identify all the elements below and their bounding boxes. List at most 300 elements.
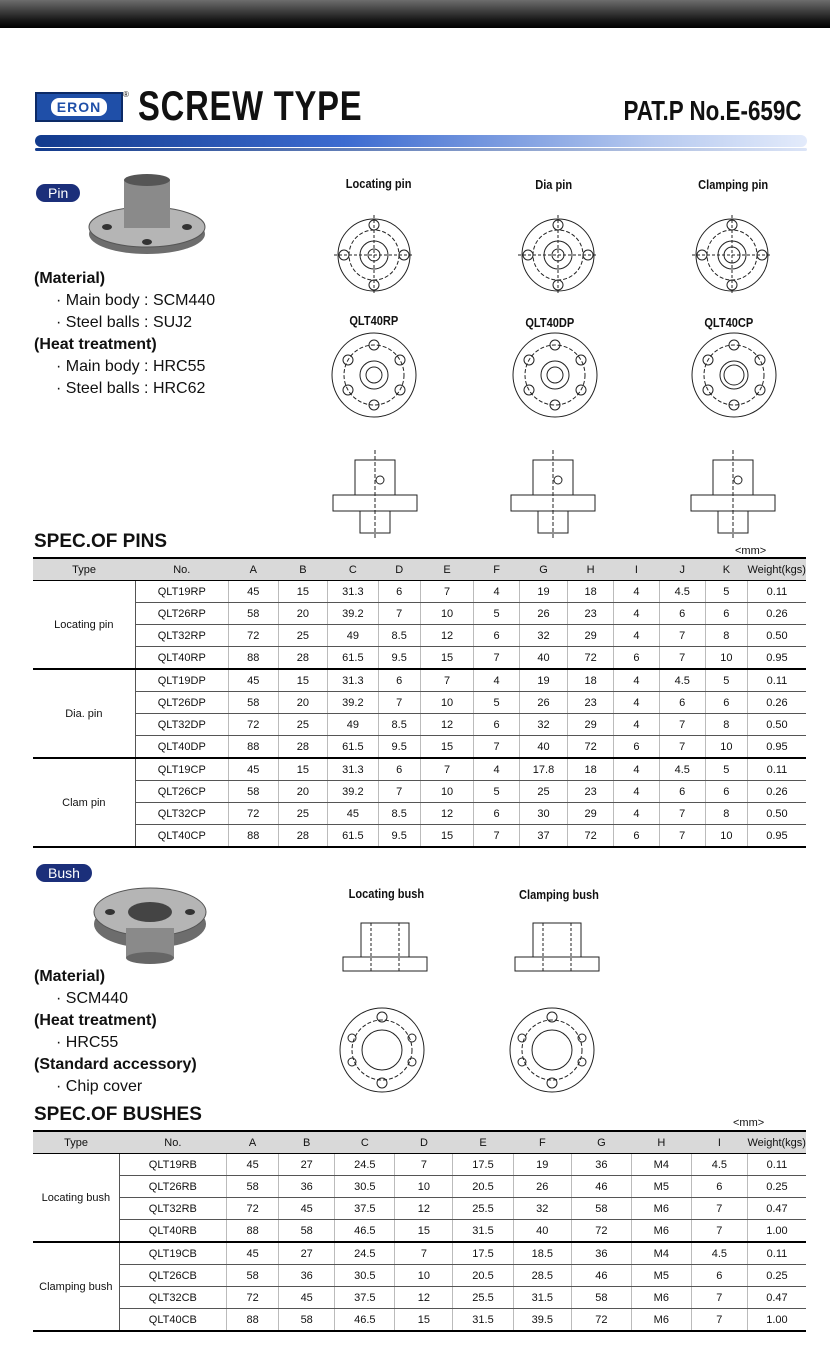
table-cell: 15 (420, 736, 473, 759)
table-cell: 0.95 (747, 825, 806, 848)
table-cell: 10 (395, 1265, 453, 1287)
table-cell: 45 (228, 581, 278, 603)
header-cell: Weight(kgs) (747, 1131, 806, 1154)
table-cell: 30.5 (335, 1176, 395, 1198)
table-cell: 72 (227, 1287, 279, 1309)
table-cell: 26 (519, 603, 567, 625)
header-cell: No. (119, 1131, 226, 1154)
bush-heat-1: · HRC55 (34, 1032, 197, 1054)
table-cell: 0.50 (747, 625, 806, 647)
table-cell: QLT32CP (135, 803, 228, 825)
table-cell: 58 (228, 781, 278, 803)
table-row (33, 1242, 806, 1265)
table-cell: 1.00 (747, 1309, 806, 1332)
table-cell: 28.5 (513, 1265, 571, 1287)
header-cell: G (571, 1131, 631, 1154)
table-cell: 8.5 (378, 714, 420, 736)
table-cell: 28 (278, 736, 328, 759)
table-cell: 7 (378, 603, 420, 625)
table-cell: 4 (614, 625, 660, 647)
table-cell: 88 (228, 647, 278, 670)
table-cell: 29 (568, 625, 614, 647)
table-cell: 72 (228, 803, 278, 825)
table-cell: 4 (474, 669, 520, 692)
table-cell: QLT26RP (135, 603, 228, 625)
table-cell: 4 (614, 603, 660, 625)
pins-spec-table (33, 557, 806, 848)
table-cell: 7 (378, 781, 420, 803)
table-cell: 32 (513, 1198, 571, 1220)
table-cell: 72 (568, 736, 614, 759)
pin-heat-2: · Steel balls : HRC62 (34, 378, 215, 400)
table-cell: 4 (614, 669, 660, 692)
header-cell: I (614, 558, 660, 581)
table-cell: 7 (474, 736, 520, 759)
eron-logo (35, 92, 123, 122)
table-cell: 31.5 (453, 1309, 513, 1332)
table-cell: 8.5 (378, 803, 420, 825)
table-row (33, 669, 806, 692)
table-cell: 7 (659, 647, 705, 670)
diagram-label-dia-pin: Dia pin (535, 177, 573, 192)
pin-properties (34, 268, 215, 400)
table-cell: 10 (705, 825, 747, 848)
table-cell: 6 (659, 603, 705, 625)
table-cell: 0.95 (747, 736, 806, 759)
table-cell: 72 (228, 625, 278, 647)
table-cell: 45 (279, 1287, 335, 1309)
header-cell: Weight(kgs) (747, 558, 806, 581)
pin-side-view-drawings (300, 440, 820, 540)
bush-tag: Bush (36, 864, 92, 882)
table-cell: QLT32CB (119, 1287, 226, 1309)
table-cell: 20 (278, 781, 328, 803)
table-cell: 45 (228, 669, 278, 692)
header-cell: A (227, 1131, 279, 1154)
table-cell: 4 (474, 581, 520, 603)
table-cell: 58 (227, 1176, 279, 1198)
table-cell: 6 (474, 714, 520, 736)
table-cell: 61.5 (328, 736, 378, 759)
table-cell: 9.5 (378, 825, 420, 848)
bush-material-1: · SCM440 (34, 988, 197, 1010)
table-cell: 58 (571, 1198, 631, 1220)
table-cell: 27 (279, 1242, 335, 1265)
table-cell: 72 (568, 825, 614, 848)
table-cell: 0.25 (747, 1176, 806, 1198)
table-cell: 26 (513, 1176, 571, 1198)
table-row (33, 758, 806, 781)
diagram-label-clamping-bush: Clamping bush (519, 887, 599, 902)
table-cell: 5 (705, 581, 747, 603)
table-cell: 49 (328, 714, 378, 736)
table-cell: 7 (474, 647, 520, 670)
table-cell: 6 (474, 803, 520, 825)
bushes-table-unit: <mm> (733, 1117, 765, 1129)
pin-heat-heading: (Heat treatment) (34, 336, 157, 353)
bush-drawings (330, 905, 630, 1100)
table-cell: QLT40CP (135, 825, 228, 848)
table-cell: 0.11 (747, 1154, 806, 1176)
bushes-table-title: SPEC.OF BUSHES (34, 1104, 202, 1125)
diagram-label-qlt40dp: QLT40DP (525, 315, 575, 330)
table-cell: 7 (659, 825, 705, 848)
table-cell: 9.5 (378, 736, 420, 759)
table-cell: 32 (519, 714, 567, 736)
table-row (33, 714, 806, 736)
table-cell: QLT19CB (119, 1242, 226, 1265)
table-cell: 58 (279, 1309, 335, 1332)
table-cell: 36 (279, 1176, 335, 1198)
table-cell: 0.47 (747, 1287, 806, 1309)
table-cell: 23 (568, 692, 614, 714)
table-cell: 4.5 (691, 1242, 747, 1265)
table-cell: 58 (571, 1287, 631, 1309)
table-cell: 7 (395, 1242, 453, 1265)
table-cell: 20.5 (453, 1265, 513, 1287)
table-cell: M6 (631, 1309, 691, 1332)
header-cell: C (328, 558, 378, 581)
table-cell: 72 (571, 1220, 631, 1243)
table-cell: 58 (228, 692, 278, 714)
table-cell: 15 (395, 1309, 453, 1332)
table-cell: 6 (705, 603, 747, 625)
table-cell: 0.95 (747, 647, 806, 670)
table-cell: 88 (228, 736, 278, 759)
diagram-label-clamping-pin: Clamping pin (698, 177, 769, 192)
header-cell: F (474, 558, 520, 581)
table-cell: QLT26RB (119, 1176, 226, 1198)
table-cell: 0.11 (747, 758, 806, 781)
table-cell: 19 (513, 1154, 571, 1176)
table-cell: 39.2 (328, 692, 378, 714)
table-cell: 6 (378, 758, 420, 781)
table-cell: 19 (519, 669, 567, 692)
group-type-cell: Clamping bush (33, 1242, 119, 1331)
table-cell: 7 (378, 692, 420, 714)
table-cell: 8 (705, 714, 747, 736)
table-cell: 37.5 (335, 1287, 395, 1309)
table-cell: 0.25 (747, 1265, 806, 1287)
table-cell: 7 (691, 1309, 747, 1332)
header-cell: G (519, 558, 567, 581)
table-cell: 7 (659, 625, 705, 647)
table-cell: 6 (378, 669, 420, 692)
table-cell: 9.5 (378, 647, 420, 670)
patent-number: PAT.P No.E-659C (623, 95, 802, 126)
header-cell: Type (33, 1131, 119, 1154)
bush-accessory-heading: (Standard accessory) (34, 1056, 197, 1073)
table-cell: 6 (614, 647, 660, 670)
pin-tag: Pin (36, 184, 80, 202)
table-cell: 25.5 (453, 1287, 513, 1309)
table-cell: 15 (420, 825, 473, 848)
table-cell: 10 (420, 692, 473, 714)
table-cell: 4 (614, 581, 660, 603)
table-cell: QLT40DP (135, 736, 228, 759)
table-cell: 0.50 (747, 803, 806, 825)
table-cell: 29 (568, 714, 614, 736)
table-cell: 18 (568, 581, 614, 603)
table-cell: 0.11 (747, 581, 806, 603)
table-cell: 7 (659, 714, 705, 736)
header-cell: C (335, 1131, 395, 1154)
table-cell: 5 (474, 603, 520, 625)
table-cell: 5 (474, 781, 520, 803)
top-bar (0, 0, 830, 28)
table-cell: 4 (614, 692, 660, 714)
table-cell: 29 (568, 803, 614, 825)
table-cell: 5 (474, 692, 520, 714)
table-cell: 31.3 (328, 758, 378, 781)
header-cell: E (453, 1131, 513, 1154)
table-cell: 0.26 (747, 781, 806, 803)
table-cell: 36 (279, 1265, 335, 1287)
table-cell: M5 (631, 1176, 691, 1198)
table-cell: 46 (571, 1265, 631, 1287)
table-cell: 24.5 (335, 1154, 395, 1176)
table-cell: 4 (614, 714, 660, 736)
table-cell: 6 (614, 736, 660, 759)
table-cell: 30 (519, 803, 567, 825)
diagram-label-locating-bush: Locating bush (348, 886, 425, 901)
header-cell: No. (135, 558, 228, 581)
table-cell: 18 (568, 669, 614, 692)
table-cell: 4 (474, 758, 520, 781)
logo-text: ERON (51, 98, 107, 116)
table-cell: 45 (328, 803, 378, 825)
table-cell: QLT19DP (135, 669, 228, 692)
title-rule-thin (35, 148, 807, 151)
group-type-cell: Locating bush (33, 1154, 119, 1243)
table-cell: 8 (705, 803, 747, 825)
diagram-label-qlt40cp: QLT40CP (704, 315, 754, 330)
table-cell: 88 (227, 1309, 279, 1332)
table-cell: 6 (474, 625, 520, 647)
table-row (33, 1154, 806, 1176)
bush-accessory-1: · Chip cover (34, 1076, 197, 1098)
table-cell: 12 (395, 1198, 453, 1220)
table-cell: 6 (705, 692, 747, 714)
table-cell: 20 (278, 692, 328, 714)
table-cell: 0.26 (747, 603, 806, 625)
table-row (33, 1198, 806, 1220)
title-rule (35, 135, 807, 147)
table-cell: 0.26 (747, 692, 806, 714)
header-cell: J (659, 558, 705, 581)
table-cell: 36 (571, 1154, 631, 1176)
table-cell: 49 (328, 625, 378, 647)
table-cell: 15 (278, 758, 328, 781)
table-cell: M4 (631, 1154, 691, 1176)
table-cell: 26 (519, 692, 567, 714)
pin-material-2: · Steel balls : SUJ2 (34, 312, 215, 334)
table-cell: 15 (278, 669, 328, 692)
table-cell: 20.5 (453, 1176, 513, 1198)
table-cell: 17.5 (453, 1154, 513, 1176)
table-cell: QLT32RB (119, 1198, 226, 1220)
table-cell: 58 (279, 1220, 335, 1243)
table-cell: 6 (378, 581, 420, 603)
header-cell: B (278, 558, 328, 581)
table-cell: 72 (228, 714, 278, 736)
pins-table-title: SPEC.OF PINS (34, 531, 168, 552)
table-cell: QLT40CB (119, 1309, 226, 1332)
table-cell: 46.5 (335, 1220, 395, 1243)
bush-heat-heading: (Heat treatment) (34, 1012, 157, 1029)
bush-material-heading: (Material) (34, 968, 106, 985)
table-cell: 31.3 (328, 581, 378, 603)
table-cell: 24.5 (335, 1242, 395, 1265)
table-cell: 39.5 (513, 1309, 571, 1332)
table-cell: 4.5 (659, 758, 705, 781)
table-cell: 31.5 (513, 1287, 571, 1309)
table-cell: QLT32DP (135, 714, 228, 736)
table-cell: 7 (691, 1287, 747, 1309)
table-cell: 10 (705, 736, 747, 759)
header-cell: D (378, 558, 420, 581)
table-cell: 12 (420, 803, 473, 825)
header-cell: I (691, 1131, 747, 1154)
table-cell: 39.2 (328, 603, 378, 625)
table-cell: 4 (614, 781, 660, 803)
table-cell: 28 (278, 647, 328, 670)
table-cell: 4.5 (659, 669, 705, 692)
table-cell: 6 (614, 825, 660, 848)
table-row (33, 781, 806, 803)
table-cell: 39.2 (328, 781, 378, 803)
table-cell: 17.8 (519, 758, 567, 781)
table-cell: 6 (705, 781, 747, 803)
header-cell: H (631, 1131, 691, 1154)
table-cell: 4 (614, 803, 660, 825)
table-cell: M6 (631, 1220, 691, 1243)
table-cell: 17.5 (453, 1242, 513, 1265)
table-cell: M4 (631, 1242, 691, 1265)
diagram-label-locating-pin: Locating pin (345, 176, 412, 191)
table-row (33, 803, 806, 825)
header-cell: F (513, 1131, 571, 1154)
table-cell: 40 (519, 647, 567, 670)
table-cell: 7 (420, 669, 473, 692)
table-cell: QLT19RB (119, 1154, 226, 1176)
table-cell: 10 (705, 647, 747, 670)
header-cell: A (228, 558, 278, 581)
pin-product-image (82, 172, 212, 262)
table-cell: 46 (571, 1176, 631, 1198)
table-cell: 0.11 (747, 1242, 806, 1265)
table-cell: 10 (420, 781, 473, 803)
table-cell: 6 (691, 1265, 747, 1287)
table-cell: 1.00 (747, 1220, 806, 1243)
header-cell: K (705, 558, 747, 581)
header-cell: D (395, 1131, 453, 1154)
table-cell: 40 (513, 1220, 571, 1243)
table-row (33, 581, 806, 603)
table-cell: 25 (278, 714, 328, 736)
table-cell: 88 (228, 825, 278, 848)
diagram-label-qlt40rp: QLT40RP (349, 313, 399, 328)
table-cell: 6 (659, 692, 705, 714)
table-cell: 27 (279, 1154, 335, 1176)
table-cell: 45 (227, 1242, 279, 1265)
bushes-spec-table (33, 1130, 806, 1332)
table-cell: 6 (659, 781, 705, 803)
table-cell: 12 (420, 625, 473, 647)
table-cell: 8.5 (378, 625, 420, 647)
table-row (33, 1309, 806, 1332)
table-cell: QLT19RP (135, 581, 228, 603)
header-cell: H (568, 558, 614, 581)
table-cell: 0.50 (747, 714, 806, 736)
table-cell: 72 (227, 1198, 279, 1220)
table-cell: QLT40RP (135, 647, 228, 670)
table-row (33, 647, 806, 670)
table-row (33, 1176, 806, 1198)
table-cell: 7 (420, 758, 473, 781)
table-cell: 58 (227, 1265, 279, 1287)
table-cell: 61.5 (328, 825, 378, 848)
table-cell: M6 (631, 1287, 691, 1309)
pin-top-view-drawings (310, 195, 810, 435)
table-cell: 5 (705, 758, 747, 781)
group-type-cell: Clam pin (33, 758, 135, 847)
table-row (33, 603, 806, 625)
table-cell: 19 (519, 581, 567, 603)
table-cell: QLT19CP (135, 758, 228, 781)
table-cell: 15 (420, 647, 473, 670)
table-cell: 23 (568, 603, 614, 625)
table-cell: 8 (705, 625, 747, 647)
table-cell: 10 (420, 603, 473, 625)
table-row (33, 1287, 806, 1309)
table-cell: QLT40RB (119, 1220, 226, 1243)
table-row (33, 625, 806, 647)
table-cell: 5 (705, 669, 747, 692)
pins-table-unit: <mm> (735, 545, 767, 557)
table-cell: 46.5 (335, 1309, 395, 1332)
pin-material-1: · Main body : SCM440 (34, 290, 215, 312)
registered-mark: ® (123, 90, 129, 99)
table-cell: M5 (631, 1265, 691, 1287)
table-row (33, 825, 806, 848)
table-row (33, 1265, 806, 1287)
table-cell: 45 (228, 758, 278, 781)
header-cell: B (279, 1131, 335, 1154)
header-cell: Type (33, 558, 135, 581)
table-cell: QLT26DP (135, 692, 228, 714)
table-cell: 18 (568, 758, 614, 781)
table-row (33, 736, 806, 759)
table-cell: 7 (474, 825, 520, 848)
header-cell: E (420, 558, 473, 581)
table-cell: 88 (227, 1220, 279, 1243)
bush-properties (34, 966, 197, 1098)
table-cell: 36 (571, 1242, 631, 1265)
table-cell: 30.5 (335, 1265, 395, 1287)
table-cell: QLT26CB (119, 1265, 226, 1287)
table-cell: 7 (659, 803, 705, 825)
table-cell: 4.5 (659, 581, 705, 603)
table-cell: 7 (691, 1198, 747, 1220)
table-cell: 12 (420, 714, 473, 736)
table-cell: 25 (278, 625, 328, 647)
table-cell: 23 (568, 781, 614, 803)
table-cell: 72 (571, 1309, 631, 1332)
table-cell: 15 (395, 1220, 453, 1243)
group-type-cell: Dia. pin (33, 669, 135, 758)
table-row (33, 1220, 806, 1243)
